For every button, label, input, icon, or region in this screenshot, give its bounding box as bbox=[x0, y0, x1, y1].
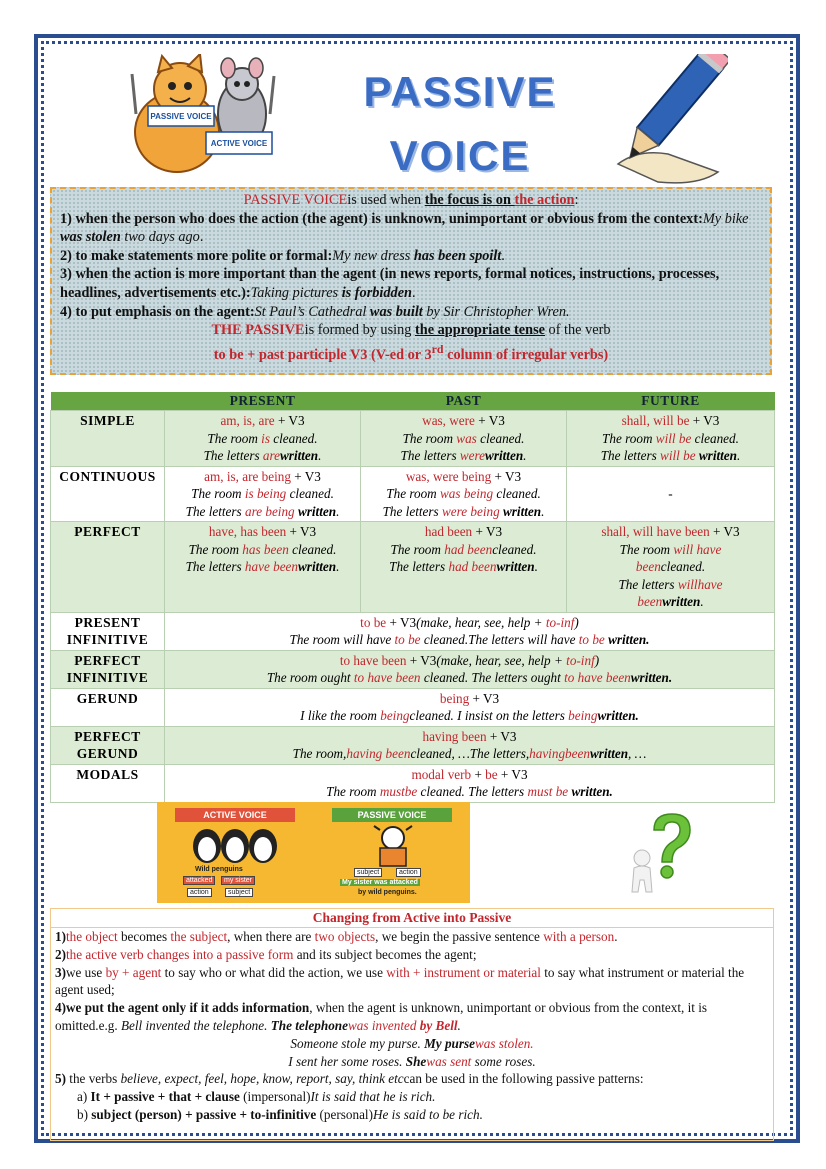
active-panel bbox=[165, 808, 305, 897]
header-future: FUTURE bbox=[567, 392, 775, 411]
use-2-dot: . bbox=[501, 247, 505, 264]
aux: will bbox=[677, 576, 698, 592]
rules-title: Changing from Active into Passive bbox=[51, 909, 773, 928]
v: cleaned bbox=[492, 541, 534, 557]
v3: + V3 bbox=[491, 468, 522, 484]
t: was sent bbox=[426, 1053, 472, 1069]
label-present-infinitive bbox=[51, 612, 165, 650]
v: written bbox=[496, 559, 535, 574]
f: + V3 bbox=[497, 766, 528, 782]
v3: + V3 bbox=[286, 524, 317, 539]
e: . The letters bbox=[461, 784, 528, 799]
t: She bbox=[405, 1053, 427, 1069]
dot: . bbox=[537, 486, 541, 501]
row-perfect-gerund bbox=[51, 726, 775, 764]
l1: PERFECT bbox=[74, 652, 141, 668]
aux: been bbox=[637, 594, 663, 609]
t: with + instrument or material bbox=[386, 964, 541, 980]
formula-text: to be + past participle V3 (V-ed or 3 bbox=[213, 346, 432, 363]
e: to have been bbox=[353, 670, 421, 685]
v: written bbox=[280, 448, 319, 463]
continuous-present bbox=[165, 466, 361, 522]
e: The room will have bbox=[289, 632, 395, 647]
t: the active verb changes into a passive form bbox=[66, 946, 294, 962]
f: ) bbox=[574, 614, 579, 630]
action-tag: action bbox=[396, 868, 421, 877]
v3: + V3 bbox=[290, 468, 321, 484]
v: written bbox=[297, 503, 337, 519]
aux: has been bbox=[242, 541, 289, 557]
passive-voice-term: PASSIVE VOICE bbox=[243, 192, 348, 208]
row-present-infinitive bbox=[51, 612, 775, 650]
dot: . bbox=[701, 559, 706, 574]
v: written bbox=[698, 448, 737, 463]
e: mustbe bbox=[379, 784, 418, 799]
form: was, were bbox=[422, 413, 475, 428]
page-title bbox=[335, 60, 585, 188]
worksheet bbox=[50, 50, 784, 1127]
formula-text-2: column of irregular verbs) bbox=[443, 346, 609, 363]
t: was invented bbox=[348, 1017, 417, 1033]
present-infinitive-cell bbox=[165, 612, 775, 650]
header-present: PRESENT bbox=[165, 392, 361, 411]
pencil-icon bbox=[598, 54, 728, 189]
n: 5) bbox=[55, 1071, 66, 1087]
t: , we begin the passive sentence bbox=[375, 929, 544, 944]
t: and its subject becomes the agent; bbox=[293, 946, 477, 962]
f: being bbox=[439, 690, 470, 706]
pattern-a bbox=[51, 1088, 773, 1106]
dot: . bbox=[735, 430, 739, 446]
e: to have been bbox=[564, 670, 631, 685]
perfect-gerund-cell bbox=[165, 726, 775, 764]
t: (personal) bbox=[316, 1106, 373, 1122]
use-1 bbox=[60, 210, 762, 247]
use-4-text: 4) to put emphasis on the agent: bbox=[60, 303, 255, 320]
v: written bbox=[662, 594, 701, 609]
active-object-tag: my sister bbox=[221, 876, 255, 885]
intro-text: is used when bbox=[347, 192, 425, 208]
tenses-table bbox=[50, 392, 775, 803]
v: cleaned bbox=[660, 559, 702, 574]
aux: is being bbox=[244, 486, 287, 501]
use-3 bbox=[60, 265, 762, 302]
simple-future bbox=[567, 411, 775, 467]
v3: + V3 bbox=[472, 524, 503, 539]
row-gerund bbox=[51, 688, 775, 726]
use-2-verb: has been spoilt bbox=[413, 247, 502, 264]
rule-5 bbox=[51, 1070, 773, 1088]
dot: . bbox=[314, 430, 318, 446]
t: by + agent bbox=[105, 964, 162, 980]
pattern-b bbox=[51, 1106, 773, 1124]
form: have, has been bbox=[208, 524, 287, 539]
ex: The room bbox=[386, 486, 440, 501]
t: Bell invented the telephone. bbox=[120, 1017, 271, 1033]
ex: The letters bbox=[185, 503, 245, 519]
e: , …The letters, bbox=[451, 746, 530, 761]
e: The room, bbox=[292, 746, 347, 761]
row-continuous bbox=[51, 466, 775, 522]
simple-past bbox=[361, 411, 567, 467]
e: cleaned bbox=[417, 784, 462, 799]
v: written bbox=[485, 448, 524, 463]
formation-line bbox=[60, 321, 762, 340]
perfect-present bbox=[165, 522, 361, 613]
aux: was bbox=[456, 430, 477, 446]
passive-caption-agent: by wild penguins. bbox=[358, 889, 417, 896]
aux: are being bbox=[244, 503, 295, 519]
form: am, is, are bbox=[220, 413, 275, 428]
t: the subject bbox=[170, 929, 228, 944]
title-line-1: PASSIVE bbox=[363, 68, 557, 115]
t: I sent her some roses. bbox=[288, 1053, 406, 1069]
e: .The letters will have bbox=[464, 632, 579, 647]
aux: will be bbox=[655, 430, 692, 446]
ex: The room bbox=[602, 430, 656, 446]
sister-icon bbox=[368, 824, 418, 868]
header-past: PAST bbox=[361, 392, 567, 411]
label-modals: MODALS bbox=[51, 764, 165, 802]
ex: The room bbox=[191, 486, 245, 501]
v3: + V3 bbox=[689, 413, 720, 428]
v3: + V3 bbox=[474, 413, 505, 428]
aux: will be bbox=[660, 448, 696, 463]
dot: . bbox=[336, 559, 340, 574]
use-2 bbox=[60, 247, 762, 266]
example-1 bbox=[51, 1035, 773, 1053]
e: cleaned bbox=[410, 746, 452, 761]
rule-3 bbox=[51, 964, 773, 1000]
label-perfect-gerund bbox=[51, 726, 165, 764]
t: Someone stole my purse. bbox=[290, 1035, 425, 1051]
t: the verbs bbox=[66, 1071, 121, 1087]
ex: The letters bbox=[618, 576, 678, 592]
perfect-infinitive-cell bbox=[165, 650, 775, 688]
ex: The letters bbox=[400, 448, 460, 463]
use-2-text: 2) to make statements more polite or formal: bbox=[60, 247, 333, 264]
form: am, is, are being bbox=[204, 468, 291, 484]
t: The telephone bbox=[270, 1017, 348, 1033]
l2: GERUND bbox=[76, 746, 139, 761]
ex: The letters bbox=[203, 448, 263, 463]
rule-1 bbox=[51, 928, 773, 946]
example-2 bbox=[51, 1053, 773, 1071]
e: must be bbox=[527, 784, 569, 799]
active-verb-tag: attacked bbox=[183, 876, 215, 885]
ex: The room bbox=[619, 541, 674, 557]
dot: . bbox=[521, 430, 525, 446]
ex: The letters bbox=[600, 448, 661, 463]
e: . I insist on the letters bbox=[450, 708, 569, 723]
ex: The room bbox=[188, 541, 243, 557]
n: 2) bbox=[55, 946, 66, 962]
v: cleaned bbox=[286, 486, 331, 501]
e: to be bbox=[578, 632, 605, 647]
sign-passive: PASSIVE VOICE bbox=[150, 112, 212, 121]
f: + V3 bbox=[406, 652, 437, 668]
t: (impersonal) bbox=[239, 1089, 311, 1105]
t: becomes bbox=[117, 929, 171, 944]
t: My purse bbox=[424, 1035, 475, 1051]
l2: INFINITIVE bbox=[66, 670, 149, 685]
e: written. bbox=[597, 708, 639, 723]
subject-tag: subject bbox=[354, 868, 382, 877]
t: the object bbox=[66, 929, 118, 944]
intro-focus: the focus is on bbox=[424, 192, 515, 208]
v3: + V3 bbox=[709, 524, 740, 539]
v: cleaned bbox=[288, 541, 334, 557]
f: + bbox=[471, 766, 486, 782]
rules-box bbox=[50, 908, 774, 1141]
aux: were being bbox=[441, 503, 500, 519]
dot: . bbox=[523, 448, 527, 463]
e: The room bbox=[326, 784, 380, 799]
use-3-text: 3) when the action is more important than the agent (in news reports, formal notices, instructions, processes, headlines, advertisements etc.): bbox=[60, 266, 720, 301]
v: cleaned bbox=[691, 430, 736, 446]
f: (make, hear, see, help + bbox=[436, 652, 567, 668]
e: I like the room bbox=[300, 708, 381, 723]
gerund-cell bbox=[165, 688, 775, 726]
e: The room ought bbox=[266, 670, 354, 685]
perfect-future bbox=[567, 522, 775, 613]
e: cleaned bbox=[409, 708, 451, 723]
use-1-ex2: two days ago bbox=[120, 229, 200, 246]
row-perfect-infinitive bbox=[51, 650, 775, 688]
e: written. bbox=[630, 670, 673, 685]
e: having been bbox=[346, 746, 411, 761]
use-1-ex: My bike bbox=[702, 210, 749, 227]
label-continuous: CONTINUOUS bbox=[51, 466, 165, 522]
use-1-dot: . bbox=[199, 229, 204, 246]
ex: The room bbox=[402, 430, 457, 446]
formation-text-2: of the verb bbox=[544, 322, 611, 339]
dot: . bbox=[336, 503, 340, 519]
f: be bbox=[485, 766, 498, 782]
l2: INFINITIVE bbox=[66, 632, 149, 647]
active-voice-label: ACTIVE VOICE bbox=[175, 808, 295, 822]
v: cleaned bbox=[269, 430, 315, 446]
passive-caption: My sister was attacked bbox=[342, 879, 418, 886]
row-perfect bbox=[51, 522, 775, 613]
continuous-future bbox=[567, 466, 775, 522]
t: subject (person) + passive + to-infinitive bbox=[91, 1106, 317, 1122]
f: to be bbox=[360, 614, 387, 630]
f: modal verb bbox=[411, 766, 472, 782]
active-passive-illustration bbox=[157, 802, 470, 903]
passive-voice-label: PASSIVE VOICE bbox=[332, 808, 452, 822]
label-simple: SIMPLE bbox=[51, 411, 165, 467]
intro-heading bbox=[60, 191, 762, 210]
aux: is bbox=[261, 430, 270, 446]
use-4-ex: St Paul’s Cathedral bbox=[254, 303, 370, 320]
f: to-inf bbox=[545, 614, 575, 630]
t: believe, expect, feel, hope, know, report, say, think etc bbox=[120, 1071, 404, 1087]
ex: The room bbox=[207, 430, 262, 446]
t: we put the agent only if it adds information bbox=[66, 1000, 310, 1016]
use-1-verb: was stolen bbox=[60, 229, 121, 246]
v: written bbox=[298, 559, 337, 574]
row-simple bbox=[51, 411, 775, 467]
e: written bbox=[589, 746, 629, 761]
use-3-ex: Taking pictures bbox=[250, 284, 342, 301]
n: 1) bbox=[55, 929, 66, 944]
t: by Bell bbox=[416, 1017, 458, 1033]
v: written bbox=[502, 503, 542, 519]
subject-tag: subject bbox=[225, 888, 253, 897]
use-4 bbox=[60, 303, 762, 322]
formation-text: is formed by using bbox=[304, 322, 415, 339]
label-perfect-infinitive bbox=[51, 650, 165, 688]
dot: . bbox=[700, 594, 704, 609]
aux: are bbox=[262, 448, 281, 463]
aux: have bbox=[697, 576, 723, 592]
f: + V3 bbox=[486, 728, 517, 744]
f: to-inf bbox=[566, 652, 595, 668]
form: shall, will be bbox=[621, 413, 690, 428]
passive-panel bbox=[322, 808, 462, 897]
ex: The room bbox=[390, 541, 445, 557]
v: cleaned bbox=[493, 486, 538, 501]
f: ) bbox=[594, 652, 600, 668]
row-modals bbox=[51, 764, 775, 802]
f: to have been bbox=[339, 652, 407, 668]
t: was stolen. bbox=[474, 1035, 534, 1051]
dot: . bbox=[330, 486, 334, 501]
t: It is said that he is rich. bbox=[310, 1089, 436, 1105]
l1: PERFECT bbox=[74, 728, 141, 744]
t: a) bbox=[77, 1089, 91, 1105]
t: to say what instrument or material the agent used; bbox=[55, 964, 745, 998]
form: was, were being bbox=[405, 468, 492, 484]
page-frame bbox=[34, 34, 800, 1143]
e: . The letters ought bbox=[464, 670, 565, 685]
e: havingbeen bbox=[529, 746, 590, 761]
aux: had been bbox=[444, 541, 493, 557]
intro-box bbox=[50, 187, 772, 375]
use-1-text: 1) when the person who does the action (the agent) is unknown, unimportant or obvious from the context: bbox=[60, 210, 703, 227]
f: having been bbox=[422, 728, 487, 744]
intro-colon: : bbox=[574, 192, 579, 208]
t: . bbox=[457, 1017, 461, 1033]
e: being bbox=[380, 708, 410, 723]
aux: will have bbox=[673, 541, 722, 557]
t: two objects bbox=[314, 929, 376, 944]
t: some roses. bbox=[471, 1053, 536, 1069]
aux: was being bbox=[440, 486, 494, 501]
dot: . bbox=[737, 448, 741, 463]
e: written. bbox=[568, 784, 613, 799]
e: to be bbox=[394, 632, 421, 647]
t: can be used in the following passive patterns: bbox=[403, 1071, 644, 1087]
use-3-dot: . bbox=[412, 284, 416, 301]
action-tag: action bbox=[187, 888, 212, 897]
t: with a person bbox=[543, 929, 615, 944]
ex: The letters bbox=[382, 503, 442, 519]
l1: PRESENT bbox=[74, 614, 141, 630]
t: He is said to be rich. bbox=[372, 1106, 483, 1122]
modals-cell bbox=[165, 764, 775, 802]
dot: . bbox=[333, 541, 337, 557]
ex: The letters bbox=[185, 559, 245, 574]
e: being bbox=[568, 708, 598, 723]
form: had been bbox=[424, 524, 473, 539]
aux: had been bbox=[448, 559, 497, 574]
n: 4) bbox=[55, 1000, 66, 1016]
use-2-ex: My new dress bbox=[332, 247, 414, 264]
formula-sup: rd bbox=[431, 341, 444, 356]
t: It + passive + that + clause bbox=[90, 1089, 240, 1105]
e: cleaned bbox=[420, 632, 465, 647]
perfect-past bbox=[361, 522, 567, 613]
t: . bbox=[614, 929, 618, 944]
dot: . bbox=[541, 503, 545, 519]
e: written. bbox=[604, 632, 650, 647]
use-4-verb: was built bbox=[369, 303, 423, 320]
the-passive-term: THE PASSIVE bbox=[211, 322, 305, 339]
aux: been bbox=[635, 559, 661, 574]
sign-active: ACTIVE VOICE bbox=[210, 139, 268, 148]
table-header-row bbox=[51, 392, 775, 411]
simple-present bbox=[165, 411, 361, 467]
v3: + V3 bbox=[274, 413, 305, 428]
f: + V3 bbox=[469, 690, 500, 706]
formation-tense: the appropriate tense bbox=[415, 322, 545, 339]
dot: . bbox=[534, 559, 538, 574]
t: , when the agent is unknown, unimportant or obvious from the context, it is omitted.e.g. bbox=[55, 1000, 708, 1033]
header-empty bbox=[51, 392, 165, 411]
label-perfect: PERFECT bbox=[51, 522, 165, 613]
penguins-icon bbox=[185, 824, 285, 864]
intro-action: the action bbox=[514, 192, 575, 208]
e: cleaned bbox=[420, 670, 465, 685]
ex: The letters bbox=[389, 559, 449, 574]
e: , … bbox=[628, 746, 647, 761]
use-3-verb: is forbidden bbox=[341, 284, 412, 301]
v: cleaned bbox=[476, 430, 522, 446]
f: (make, hear, see, help + bbox=[416, 614, 546, 630]
label-gerund: GERUND bbox=[51, 688, 165, 726]
t: we use bbox=[66, 964, 106, 980]
t: b) bbox=[77, 1106, 92, 1122]
active-caption: Wild penguins bbox=[195, 866, 243, 873]
formula-line bbox=[60, 340, 762, 364]
t: to say who or what did the action, we use bbox=[161, 964, 387, 980]
use-4-ex2: by Sir Christopher Wren. bbox=[422, 303, 570, 320]
aux: were bbox=[459, 448, 486, 463]
n: 3) bbox=[55, 964, 66, 980]
continuous-past bbox=[361, 466, 567, 522]
aux: have been bbox=[244, 559, 299, 574]
dot: . bbox=[533, 541, 537, 557]
form: shall, will have been bbox=[601, 524, 710, 539]
rule-4 bbox=[51, 999, 773, 1035]
t: , when there are bbox=[227, 929, 315, 944]
dot: . bbox=[318, 448, 322, 463]
rule-2 bbox=[51, 946, 773, 964]
dash: - bbox=[668, 486, 673, 501]
question-mark-icon bbox=[626, 810, 696, 902]
cat-mouse-clipart bbox=[122, 54, 282, 179]
title-line-2: VOICE bbox=[389, 132, 531, 179]
f: + V3 bbox=[386, 614, 417, 630]
